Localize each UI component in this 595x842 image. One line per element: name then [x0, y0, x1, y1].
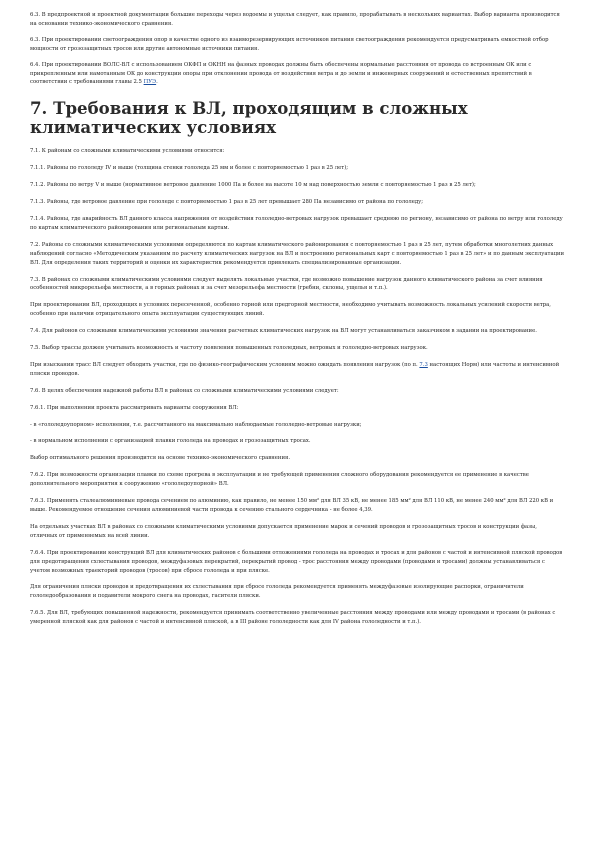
pue-link[interactable]: ПУЭ: [143, 79, 157, 86]
paragraph-7-1-3: 7.1.3. Районы, где ветровое давление при гололеде с повторяемостью 1 раз в 25 лет превышает 280 Па независимо от района по гололеду;: [30, 199, 424, 206]
paragraph-6-3a: 6.3. В предпроектной и проектной документации большие переходы через водоемы и ущелья следует, как правило, прорабатывать в нескольких вариантах. Выбор варианта производится на основании технико-экономического сравнения.: [30, 12, 560, 27]
paragraph-6-4: [30, 61, 565, 88]
paragraph-7-1-2: 7.1.2. Районы по ветру V и выше (нормативное ветровое давление 1000 Па и более на высоте 10 м над поверхностью земли с повторяемостью 1 раз в 25 лет);: [30, 182, 476, 189]
paragraph-7-3-note: При проектировании ВЛ, проходящих в условиях пересеченной, особенно горной или предгорной местности, необходимо учитывать возможность локальных усилений скорости ветра, особенно при наличии отрицательного опыта эксплуатации существующих линий.: [30, 302, 551, 318]
paragraph-7-5-note: [30, 361, 565, 379]
paragraph-7-6-1-choice: Выбор оптимального решения производится на основе технико-экономического сравнения.: [30, 455, 291, 462]
paragraph-7-2: 7.2. Районы со сложными климатическими условиями определяются по картам климатического районирования с повторяемостью 1 раз в 25 лет, путем обработки многолетних данных наблюдений согласно «Методическим указаниям по расчету климатических нагрузок на ВЛ и построению региональных карт с повторяемостью 1 раз в 25 лет» и по данным эксплуатации ВЛ. Для определения таких территорий и оценки их характеристик рекомендуется привлекать специализированные организации.: [30, 241, 565, 266]
paragraph-6-4-text: 6.4. При проектировании ВОЛС-ВЛ с использованием ОКФП и ОКНН на фазных проводах должны быть обеспечены нормальные расстояния от провода со встроенным ОК или с прикрепленным или намотанным ОК до конструкции опоры при отклонении провода от воздействия ветра и до земли и инженерных сооружений и естественных препятствий в соответствии с требованиями главы 2.5: [30, 61, 532, 86]
paragraph-7-6-4-note: Для ограничения пляски проводов и предотвращения их схлестывания при сбросе гололеда рекомендуется применять междуфазовые изолирующие распорки, ограничители гололедообразования и подавители мокрого снега на проводах, гасители пляски.: [30, 584, 524, 600]
section-7-3-link[interactable]: 7.3: [419, 361, 428, 368]
paragraph-7-6-4: 7.6.4. При проектировании конструкций ВЛ для климатических районов с большими отложениями гололеда на проводах и тросах и для районов с частой и интенсивной пляской проводов для предотвращения схлестывания проводов, междуфазовых перекрытий, перекрытий провод - трос расстояния между проводами (проводами и тросами) должны устанавливаться с учетом возможных траекторий проводов (тросов) при сбросе гололеда и при пляске.: [30, 549, 563, 574]
paragraph-7-6-3: 7.6.3. Применять сталеалюминиевые провода сечением по алюминию, как правило, не менее 150 мм² для ВЛ 35 кВ, не менее 185 мм² для ВЛ 110 кВ, не менее 240 мм² для ВЛ 220 кВ и выше. Рекомендуемое отношение сечения алюминиевой части провода к сечению стального сердечника - не более 4,39.: [30, 498, 554, 513]
paragraph-7-6-3-note: На отдельных участках ВЛ в районах со сложными климатическими условиями допускается применение марок и сечений проводов и грозозащитных тросов и конструкции фазы, отличных от применяемых на всей линии.: [30, 523, 537, 539]
paragraph-7-1-1: 7.1.1. Районы по гололеду IV и выше (толщина стенки гололеда 25 мм и более с повторяемостью 1 раз в 25 лет);: [30, 165, 349, 172]
paragraph-7-6-5: 7.6.5. Для ВЛ, требующих повышенной надежности, рекомендуется принимать соответственно увеличенные расстояния между проводами или между проводами и тросами (в районах с умеренной пляской как для районов с частой и интенсивной пляской, а в III районе гололедности как для IV района гололедности и т.п.).: [30, 610, 556, 626]
paragraph-7-6-1: 7.6.1. При выполнении проекта рассматривать варианты сооружения ВЛ:: [30, 404, 239, 411]
paragraph-7-3: 7.3. В районах со сложными климатическими условиями следует выделять локальные участки, где возможно повышение нагрузок данного климатического района за счет влияния особенностей микрорельефа местности, а в горных районах и за счет мезорельефа местности (гребни, склоны, ущелья и т.п.).: [30, 276, 543, 292]
paragraph-6-4-end: .: [156, 79, 158, 86]
paragraph-7-6: 7.6. В целях обеспечения надежной работы ВЛ в районах со сложными климатическими условиями следует:: [30, 387, 339, 394]
paragraph-7-1: 7.1. К районам со сложными климатическими условиями относятся:: [30, 148, 225, 155]
paragraph-7-4: 7.4. Для районов со сложными климатическими условиями значения расчетных климатических нагрузок на ВЛ могут устанавливаться заказчиком в задании на проектирование.: [30, 328, 537, 335]
paragraph-7-1-4: 7.1.4. Районы, где аварийность ВЛ данного класса напряжения от воздействия гололедно-ветровых нагрузок превышает среднюю по региону, независимо от района по ветру или гололеду по картам климатического районирования или региональным картам.: [30, 215, 563, 231]
paragraph-7-5: 7.5. Выбор трассы должен учитывать возможность и частоту появления повышенных гололедных, ветровых и гололедно-ветровых нагрузок.: [30, 345, 428, 352]
paragraph-6-3b: 6.3. При проектировании светоограждения опор в качестве одного из взаиморезервирующих источников питания светоограждения рекомендуется предусматривать емкостной отбор мощности от грозозащитных тросов или другие автономные источники питания.: [30, 36, 549, 52]
paragraph-7-6-2: 7.6.2. При возможности организации плавки по схеме прогрева в эксплуатации и не требующей применения сложного оборудования рекомендуется ее применение в качестве дополнительного мероприятия к сооружению «гололедоупорной» ВЛ.: [30, 472, 529, 488]
paragraph-7-6-1-option-b: - в нормальном исполнении с организацией плавки гололеда на проводах и грозозащитных тросах.: [30, 438, 311, 445]
paragraph-7-6-1-option-a: - в «гололедоупорном» исполнении, т.е. рассчитанного на максимально наблюдаемые гололедно-ветровые нагрузки;: [30, 421, 362, 428]
section-heading: 7. Требования к ВЛ, проходящим в сложных климатических условиях: [30, 98, 468, 138]
paragraph-7-5-note-end: настоящих Норм) или частоты и интенсивной пляски проводов.: [30, 361, 560, 377]
paragraph-7-5-note-text: При изыскании трасс ВЛ следует обходить участки, где по физико-географическим условиям можно ожидать появления нагрузок (по п.: [30, 361, 420, 368]
